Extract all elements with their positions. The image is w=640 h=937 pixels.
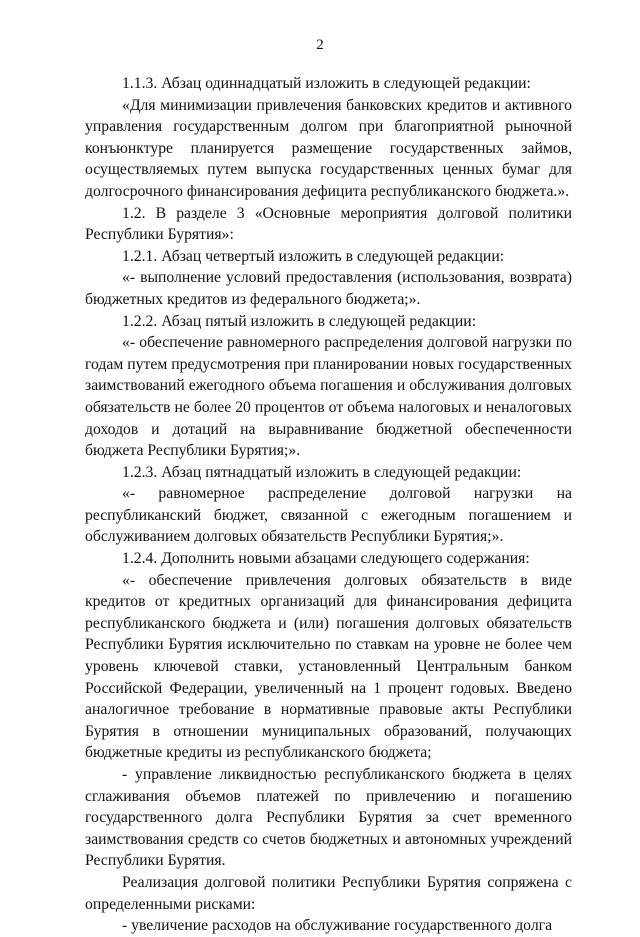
paragraph-1-2-4: 1.2.4. Дополнить новыми абзацами следующего содержания: — [122, 550, 530, 568]
paragraph-quote-even-distribution: «- равномерное распределение долговой нагрузки на республиканский бюджет, связанной с ежегодным погашением и обслуживанием долговых обязательств Республики Бурятия;». — [85, 485, 572, 546]
paragraph-quote-minimization: «Для минимизации привлечения банковских кредитов и активного управления государственным долгом при благоприятной рыночной конъюнктуре планируется размещение государственных займов, осуществляемых путем выпуска государственных ценных бумаг для долгосрочного финансирования дефицита республиканского бюджета.». — [85, 96, 572, 200]
paragraph-liquidity-management: - управление ликвидностью республиканского бюджета в целях сглаживания объемов платежей по привлечению и погашению государственного долга Республики Бурятия за счет временного заимствования средств со счетов бюджетных и автономных учреждений Республики Бурятия. — [85, 766, 572, 870]
paragraph-1-2: 1.2. В разделе 3 «Основные мероприятия долговой политики Республики Бурятия»: — [85, 204, 572, 244]
paragraph-risk-expenses: - увеличение расходов на обслуживание государственного долга — [122, 917, 553, 935]
page-number: 2 — [316, 37, 324, 53]
paragraph-quote-credit-rates: «- обеспечение привлечения долговых обязательств в виде кредитов от кредитных организаций для финансирования дефицита республиканского бюджета и (или) погашения долговых обязательств Республики Бурятия исключительно по ставкам на уровне не более чем уровень ключевой ставки, установленный Центральным банком Российской Федерации, увеличенный на 1 процент годовых. Введено аналогичное требование в нормативные правовые акты Республики Бурятия в отношении муниципальных образований, получающих бюджетные кредиты из республиканского бюджета; — [85, 571, 572, 762]
document-body — [85, 73, 572, 937]
paragraph-1-1-3: 1.1.3. Абзац одиннадцатый изложить в следующей редакции: — [122, 75, 531, 92]
paragraph-1-2-3: 1.2.3. Абзац пятнадцатый изложить в следующей редакции: — [122, 463, 522, 481]
paragraph-1-2-1: 1.2.1. Абзац четвертый изложить в следующей редакции: — [122, 247, 505, 265]
paragraph-quote-budget-credits: «- выполнение условий предоставления (использования, возврата) бюджетных кредитов из федерального бюджета;». — [85, 269, 572, 308]
paragraph-risks-intro: Реализация долговой политики Республики Бурятия сопряжена с определенными рисками: — [85, 873, 572, 913]
paragraph-1-2-2: 1.2.2. Абзац пятый изложить в следующей редакции: — [122, 312, 477, 330]
paragraph-quote-debt-load: «- обеспечение равномерного распределения долговой нагрузки по годам путем предусмотрения при планировании новых государственных заимствований ежегодного объема погашения и обслуживания долговых обязательств не более 20 процентов от объема налоговых и неналоговых доходов и дотаций на выравнивание бюджетной обеспеченности бюджета Республики Бурятия;». — [85, 334, 572, 460]
